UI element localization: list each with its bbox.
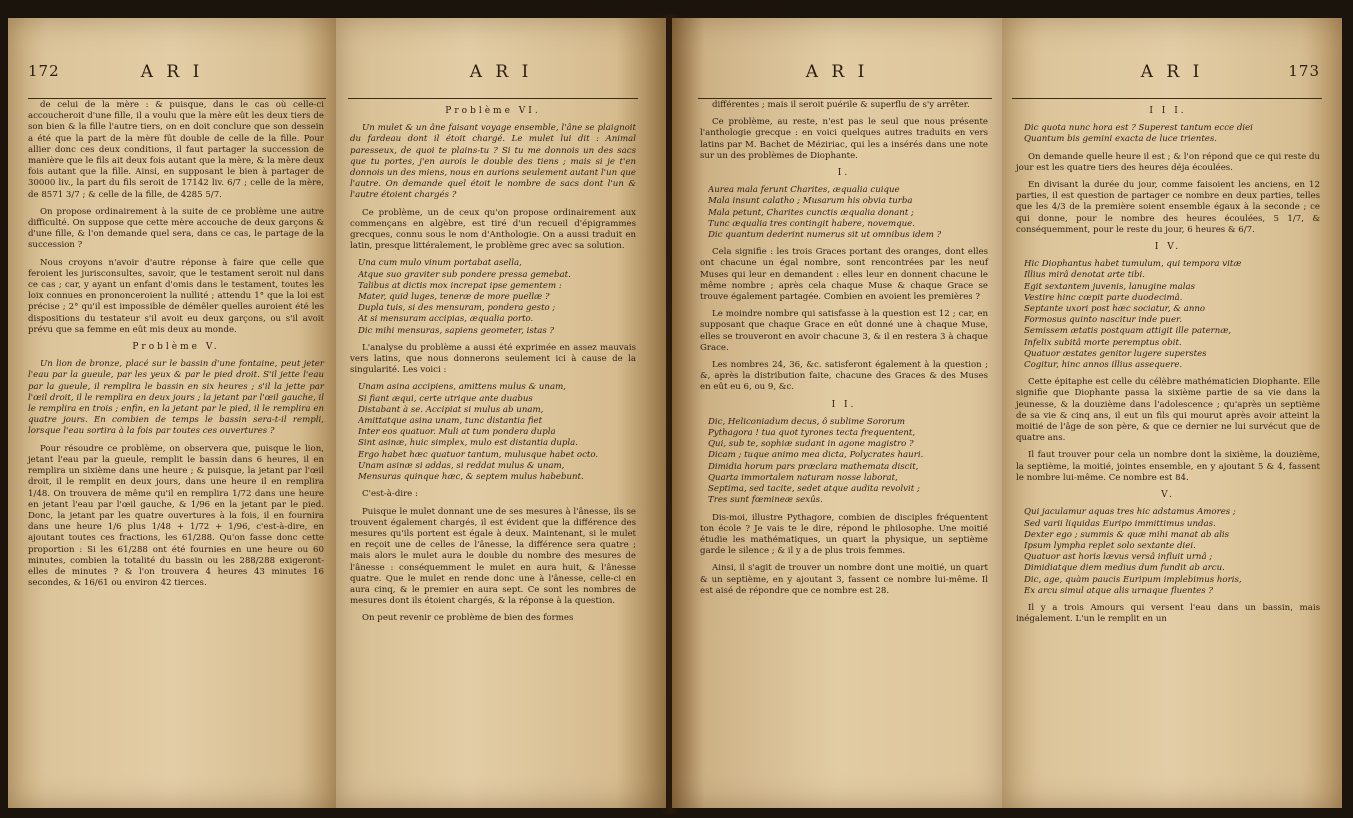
page-number: 172 (28, 62, 60, 80)
latin-verse (1024, 123, 1320, 145)
verse-line: Unam asina accipiens, amittens mulus & unam, (358, 382, 566, 393)
running-head (672, 62, 1002, 90)
verse-line: Formosus quinto nascitur inde puer. (1024, 315, 1182, 326)
column-text (350, 100, 636, 631)
verse-line: Quantum bis gemini exacta de luce trientes. (1024, 134, 1218, 145)
solution-paragraph: Pour résoudre ce problème, on observera que, puisque le lion, jetant l'eau par la gueule, remplit le bassin dans 6 heures, il en remplira un sixième dans une heure ; & puisque, la jetant par l'œil droit, il le remplit en deux jours, dans une heure il en remplira 1/48. On trouvera de même qu'il en remplira 1/72 dans une heure en jetant l'eau par l'œil gauche, & 1/96 en la jetant par le pied. Donc, la jetant par les quatre ouvertures à la fois, il en fournira dans une heure 1/6 plus 1/48 + 1/72 + 1/96, c'est-à-dire, en ajoutant toutes ces fractions, les 61/288. Qu'on fasse donc cette proportion : Si les 61/288 ont été fournies en une heure ou 60 minutes, combien la totalité du bassin ou les 288/288 exigeront-elles de minutes ? & l'on trouvera 4 heures 43 minutes 16 secondes, & 16/61 ou environ 42 tierces. (28, 443, 324, 589)
verse-line: Atque suo graviter sub pondere pressa gemebat. (358, 269, 571, 280)
running-head (1002, 62, 1342, 90)
verse-line: Dexter ego ; summis & quæ mihi manat ab alis (1024, 529, 1230, 540)
paragraph: L'analyse du problème a aussi été exprimée en assez mauvais vers latins, que nous donnerons seulement ici à cause de la singularité. Les voici : (350, 342, 636, 376)
problem-heading: Problème V. (132, 342, 220, 353)
problem-heading: Problème VI. (445, 106, 541, 116)
running-head (336, 62, 666, 90)
verse-line: Infelix subitâ morte peremptus obit. (1024, 337, 1182, 348)
column-text (700, 100, 988, 603)
verse-line: Tres sunt fœmineæ sexûs. (708, 495, 823, 506)
verse-line: Mensuras quinque hæc, & septem mulus habebunt. (358, 472, 584, 483)
paragraph: Les nombres 24, 36, &c. satisferont également à la question ; &, après la distribution faite, chacune des Graces & des Muses en eût eu 6, ou 9, &c. (700, 360, 988, 393)
verse-line: Una cum mulo vinum portabat asella, (358, 258, 522, 269)
verse-line: Amittatque asina unam, tunc distantia fiet (358, 416, 543, 427)
page-number: 173 (1288, 62, 1320, 80)
verse-line: Mala petunt, Charites cunctis æqualia donant ; (708, 207, 914, 218)
verse-line: Quatuor ast horis lævus versâ influit urnâ ; (1024, 552, 1213, 563)
section-number: I I. (831, 399, 857, 410)
verse-line: Aurea mala ferunt Charites, æqualia cuique (708, 185, 900, 196)
latin-verse (1024, 259, 1320, 371)
section-number: I. (837, 168, 851, 179)
paragraph: Ainsi, il s'agit de trouver un nombre dont une moitié, un quart & un septième, en y ajoutant 3, fassent ce nombre lui-même. Il est aisé de répondre que ce nombre est 28. (700, 563, 988, 596)
verse-line: At si mensuram accipias, æqualia porto. (358, 314, 534, 325)
paragraph: Cela signifie : les trois Graces portant des oranges, dont elles ont chacune un égal nombre, sont rencontrées par les neuf Muses qui leur en demandent : elles leur en donnent chacune le même nombre ; après cela chaque Muse & chaque Grace se trouve également partagée. Combien en avoient les premières ? (700, 247, 988, 303)
paragraph: En divisant la durée du jour, comme faisoient les anciens, en 12 parties, il est question de partager ce nombre en deux parties, telles que les 4/3 de la première soient ensemble égaux à la seconde ; ce qui donne, pour le nombre des heures écoulées, 5 1/7, & conséquemment, pour le reste du jour, 6 heures & 6/7. (1016, 180, 1320, 235)
header-rule (698, 98, 992, 99)
verse-line: Vestire hinc cœpit parte duodecimâ. (1024, 292, 1183, 303)
verse-line: Ex arcu simul atque alis urnaque fluentes ? (1024, 585, 1214, 596)
verse-line: Dimidia horum pars præclara mathemata discit, (708, 461, 919, 472)
verse-line: Unam asinæ si addas, si reddat mulus & unam, (358, 460, 565, 471)
running-title: A R I (140, 62, 204, 82)
paragraph: différentes ; mais il seroit puérile & superflu de s'y arrêter. (712, 100, 970, 110)
verse-line: Dicam ; tuque animo mea dicta, Polycrates hauri. (708, 450, 924, 461)
verse-line: Talibus at dictis mox increpat ipse gementem : (358, 280, 562, 291)
verse-line: Quarta immortalem naturam nosse laborat, (708, 472, 898, 483)
paragraph: Nous croyons n'avoir d'autre réponse à faire que celle que feroient les jurisconsultes, savoir, que le testament seroit nul dans ce cas ; car, y ayant un enfant d'omis dans le testament, toutes les loix connues en prononceroient la nullité ; attendu 1° que la loi est précise ; 2° qu'il est impossible de démêler quelles auroient été les dispositions du testateur s'il avoit eu deux garçons, ou s'il avoit prévu que sa femme en eût mis deux au monde. (28, 257, 324, 335)
verse-line: Illius mirâ denotat arte tibi. (1024, 270, 1145, 281)
verse-line: Dimidiatque diem medius dum fundit ab arcu. (1024, 563, 1225, 574)
paragraph: Puisque le mulet donnant une de ses mesures à l'ânesse, ils se trouvent également chargés, il est évident que la différence des mesures qu'ils portent est égale à deux. Maintenant, si le mulet en reçoit une de celles de l'ânesse, la différence sera quatre ; mais alors le mulet aura le double du nombre des mesures de l'ânesse : conséquemment le mulet en aura huit, & l'ânesse quatre. Que le mulet en rende donc une à l'ânesse, celle-ci en aura cinq, & le premier en aura sept. Ce sont les nombres de mesures dont ils étoient chargés, & la réponse à la question. (350, 506, 636, 607)
verse-line: Egit sextantem juvenis, lanugine malas (1024, 281, 1195, 292)
verse-line: Ergo habet hæc quatuor tantum, mulusque habet octo. (358, 449, 599, 460)
section-number: V. (1161, 490, 1175, 501)
paragraph: Le moindre nombre qui satisfasse à la question est 12 ; car, en supposant que chaque Grace en eût donné une à chaque Muse, elles se trouveront en avoir chacune 3, & il en restera 3 à chaque Grace. (700, 309, 988, 353)
verse-line: Qui, sub te, sophiæ sudant in agone magistro ? (708, 439, 914, 450)
verse-line: Septante uxori post hæc sociatur, & anno (1024, 304, 1206, 315)
latin-verse (1024, 507, 1320, 597)
problem-statement: Un lion de bronze, placé sur le bassin d'une fontaine, peut jeter l'eau par la gueule, par les yeux & par le pied droit. S'il jette l'eau par la gueule, il remplira le bassin en six heures ; s'il la jette par l'œil droit, il le remplira en deux jours ; la jetant par l'œil gauche, il le remplira en trois ; enfin, en la jetant par le pied, il le remplira en quatre jours. En combien de temps le bassin sera-t-il rempli, lorsque l'eau sortira à la fois par toutes ces ouvertures ? (28, 359, 324, 437)
verse-line: Inter eos quatuor. Muli at tum pondera dupla (358, 427, 556, 438)
paragraph: Dis-moi, illustre Pythagore, combien de disciples fréquentent ton école ? Je vais te le dire, répond le philosophe. Une moitié étudie les mathématiques, un quart la physique, un septième garde le silence ; & il y a de plus trois femmes. (700, 512, 988, 557)
verse-line: Dic, age, quàm paucis Euripum implebimus horis, (1024, 574, 1242, 585)
verse-line: Sint asinæ, huic simplex, mulo est distantia dupla. (358, 438, 579, 449)
latin-verse (708, 417, 988, 507)
verse-line: Cogitur, hinc annos illius assequere. (1024, 360, 1183, 371)
problem-statement: Un mulet & un âne faisant voyage ensemble, l'âne se plaignoit du fardeau dont il étoit chargé. Le mulet lui dit : Animal paresseux, de quoi te plains-tu ? Si tu me donnois un des sacs que tu portes, j'en aurois le double des tiens ; mais si je t'en donnois un des miens, nous en aurions seulement autant l'un que l'autre. On demande quel étoit le nombre de sacs dont l'un & l'autre étoient chargés ? (350, 123, 636, 201)
verse-line: Quatuor æstates genitor lugere superstes (1024, 348, 1207, 359)
running-head (8, 62, 336, 90)
verse-line: Si fiant æqui, certe utrique ante duabus (358, 393, 533, 404)
verse-line: Mater, quid luges, teneræ de more puellæ ? (358, 292, 550, 303)
verse-line: Ipsum lympha replet solo sextante diei. (1024, 540, 1196, 551)
page-173-column-1 (672, 18, 1002, 808)
header-rule (348, 98, 638, 99)
section-number: I V. (1154, 242, 1182, 253)
header-rule (1012, 98, 1322, 99)
paragraph: Il y a trois Amours qui versent l'eau dans un bassin, mais inégalement. L'un le remplit en un (1016, 602, 1320, 625)
latin-verse (358, 258, 636, 336)
paragraph: de celui de la mère : & puisque, dans le cas où celle-ci accoucheroit d'une fille, il a voulu que la mère eût les deux tiers de son bien & la fille l'autre tiers, on en doit conclure que son dessein a été que la part de la mère fût double de celle de la fille. Pour allier donc ces deux conditions, il faut partager la succession de manière que le fils ait deux fois autant que la mère, & la mère deux fois autant que la fille. Ainsi, en supposant le bien à partager de 30000 liv., la part du fils seroit de 17142 liv. 6/7 ; celle de la mère, de 8571 3/7 ; & celle de la fille, de 4285 5/7. (28, 100, 324, 200)
verse-line: Distabant à se. Accipiat si mulus ab unam, (358, 404, 544, 415)
verse-line: Hic Diophantus habet tumulum, qui tempora vitæ (1024, 259, 1242, 270)
page-172-column-1 (8, 18, 336, 808)
latin-verse (708, 185, 988, 241)
page-173-column-2 (1002, 18, 1342, 808)
section-number: I I I. (1149, 106, 1187, 116)
verse-line: Dic, Heliconiadum decus, ô sublime Sororum (708, 416, 906, 427)
verse-line: Sed varii liquidas Euripo immittimus undas. (1024, 518, 1216, 529)
paragraph: On demande quelle heure il est ; & l'on répond que ce qui reste du jour est les quatre tiers des heures déja écoulées. (1016, 151, 1320, 173)
header-rule (28, 98, 326, 99)
paragraph: On propose ordinairement à la suite de ce problème une autre difficulté. On suppose que cette mère accouche de deux garçons & d'une fille, & l'on demande quel sera, dans ce cas, le partage de la succession ? (28, 206, 324, 251)
paragraph: C'est-à-dire : (362, 489, 418, 500)
verse-line: Dic quota nunc hora est ? Superest tantum ecce diei (1024, 123, 1253, 134)
verse-line: Semissem ætatis postquam attigit ille paternæ, (1024, 326, 1232, 337)
verse-line: Septima, sed tacite, sedet atque audita revolvit ; (708, 484, 920, 495)
column-text (1016, 100, 1320, 631)
verse-line: Dupla tuis, si des mensuram, pondera gesto ; (358, 303, 556, 314)
verse-line: Mala insunt calatho ; Musarum his obvia turba (708, 196, 913, 207)
paragraph: Il faut trouver pour cela un nombre dont la sixième, la douzième, la septième, la moitié, jointes ensemble, en y ajoutant 5 & 4, fassent le nombre lui-même. Ce nombre est 84. (1016, 450, 1320, 483)
verse-line: Dic quantum dederint numerus sit ut omnibus idem ? (708, 230, 942, 241)
verse-line: Pythagora ! tua quot tyrones tecta frequentent, (708, 428, 916, 439)
page-172-column-2 (336, 18, 666, 808)
paragraph: Ce problème, un de ceux qu'on propose ordinairement aux commençans en algèbre, est tiré d'un recueil d'épigrammes grecques, connu sous le nom d'Anthologie. On a aussi traduit en latin, presque littéralement, le problème grec avec sa solution. (350, 207, 636, 252)
paragraph: Ce problème, au reste, n'est pas le seul que nous présente l'anthologie grecque : en voici quelques autres traduits en vers latins par M. Bachet de Méziriac, qui les a insérés dans une note sur un des problèmes de Diophante. (700, 117, 988, 161)
running-title: A R I (805, 62, 869, 82)
verse-line: Dic mihi mensuras, sapiens geometer, istas ? (358, 325, 555, 336)
verse-line: Tunc æqualia tres contingit habere, novemque. (708, 218, 915, 229)
running-title: A R I (1140, 62, 1204, 82)
column-text (28, 100, 324, 595)
verse-line: Qui jaculamur aquas tres hic adstamus Amores ; (1024, 507, 1236, 518)
running-title: A R I (469, 62, 533, 82)
paragraph: Cette épitaphe est celle du célèbre mathématicien Diophante. Elle signifie que Diophante passa la sixième partie de sa vie dans la jeunesse, & la douzième dans l'adolescence ; qu'après un septième de sa vie & cinq ans, il eut un fils qui mourut après avoir atteint la moitié de l'âge de son père, & que ce dernier ne lui survécut que de quatre ans. (1016, 377, 1320, 444)
latin-verse (358, 382, 636, 483)
paragraph: On peut revenir ce problème de bien des formes (362, 613, 574, 624)
